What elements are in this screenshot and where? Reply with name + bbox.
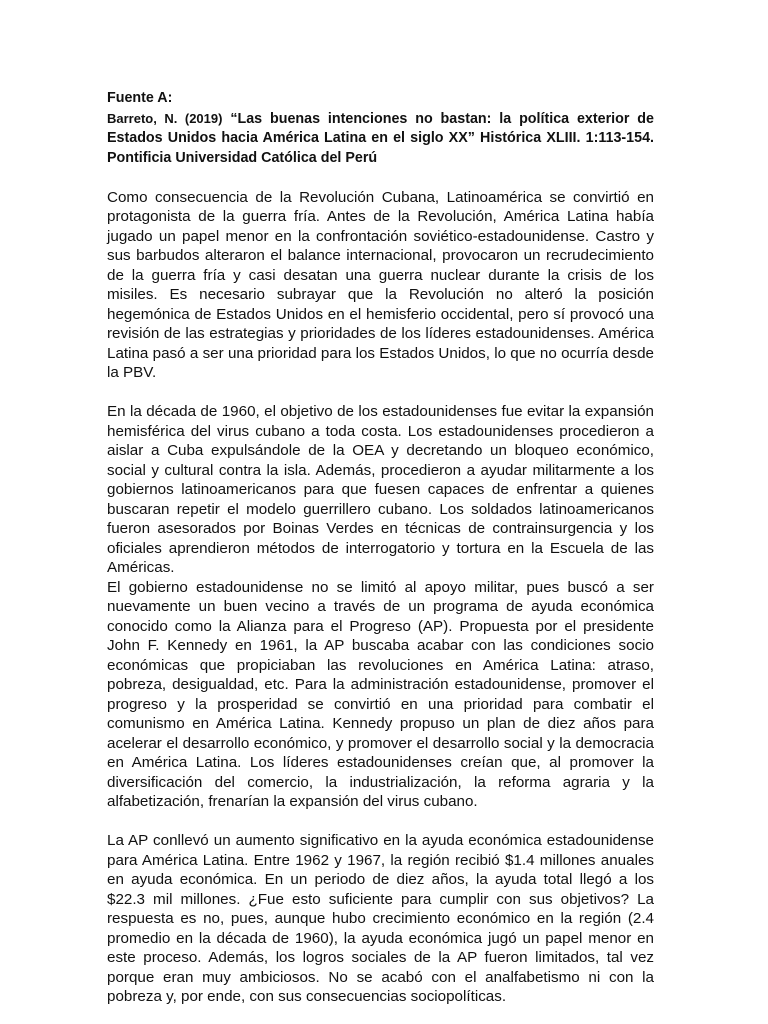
source-heading: Fuente A: — [107, 90, 173, 106]
spacer — [107, 168, 654, 188]
paragraph-1: Como consecuencia de la Revolución Cubana, Latinoamérica se convirtió en protagonista de la guerra fría. Antes de la Revolución, América Latina había jugado un papel menor en la confrontación soviético-estadounidense. Castro y sus barbudos alteraron el balance internacional, provocaron un recrudecimiento de la guerra fría y casi desatan una guerra nuclear durante la crisis de los misiles. Es necesario subrayar que la Revolución no alteró la posición hegemónica de Estados Unidos en el hemisferio occidental, pero sí provocó una revisión de las estrategias y prioridades de los líderes estadounidenses. América Latina pasó a ser una prioridad para los Estados Unidos, lo que no ocurría desde la PBV. — [107, 188, 654, 381]
citation-author: Barreto, N. (2019) — [107, 110, 223, 126]
paragraph-4: La AP conllevó un aumento significativo en la ayuda económica estadounidense para América Latina. Entre 1962 y 1967, la región recibió $1.4 millones anuales en ayuda económica. En un periodo de diez años, la ayuda total llegó a los $22.3 mil millones. ¿Fue esto suficiente para cumplir con sus objetivos? La respuesta es no, pues, aunque hubo crecimiento económico en la región (2.4 promedio en la década de 1960), la ayuda económica jugó un papel menor en este proceso. Además, los logros sociales de la AP fueron limitados, tal vez porque eran muy ambiciosos. No se acabó con el analfabetismo ni con la pobreza y, por ende, con sus consecuencias sociopolíticas. — [107, 832, 654, 1005]
paragraph-3: El gobierno estadounidense no se limitó al apoyo militar, pues buscó a ser nuevamente un buen vecino a través de un programa de ayuda económica conocido como la Alianza para el Progreso (AP). Propuesta por el presidente John F. Kennedy en 1961, la AP buscaba acabar con las condiciones socio económicas que propiciaban las revoluciones en América Latina: atraso, pobreza, desigualdad, etc. Para la administración estadounidense, promover el progreso y la prosperidad se convirtió en una prioridad para combatir el comunismo en América Latina. Kennedy propuso un plan de diez años para acelerar el desarrollo económico, y promover el desarrollo social y la democracia en América Latina. Los líderes estadounidenses creían que, al promover la diversificación del comercio, la industrialización, la reforma agraria y la alfabetización, frenarían la expansión del virus cubano. — [107, 578, 654, 810]
source-citation — [107, 109, 654, 169]
document-page — [107, 89, 654, 1007]
paragraph-2: En la década de 1960, el objetivo de los estadounidenses fue evitar la expansión hemisférica del virus cubano a toda costa. Los estadounidenses procedieron a aislar a Cuba expulsándole de la OEA y decretando un bloqueo económico, social y cultural contra la isla. Además, procedieron a ayudar militarmente a los gobiernos latinoamericanos para que fuesen capaces de enfrentar a quienes buscaran repetir el modelo guerrillero cubano. Los soldados latinoamericanos fueron asesorados por Boinas Verdes en técnicas de contrainsurgencia y los oficiales aprendieron métodos de interrogatorio y tortura en la Escuela de las Américas. — [107, 403, 654, 576]
spacer — [107, 812, 654, 832]
citation-reference: “Las buenas intenciones no bastan: la política exterior de Estados Unidos hacia América Latina en el siglo XX” Histórica XLIII. 1:113-154. Pontificia Universidad Católica del Perú — [107, 110, 654, 166]
spacer — [107, 383, 654, 403]
